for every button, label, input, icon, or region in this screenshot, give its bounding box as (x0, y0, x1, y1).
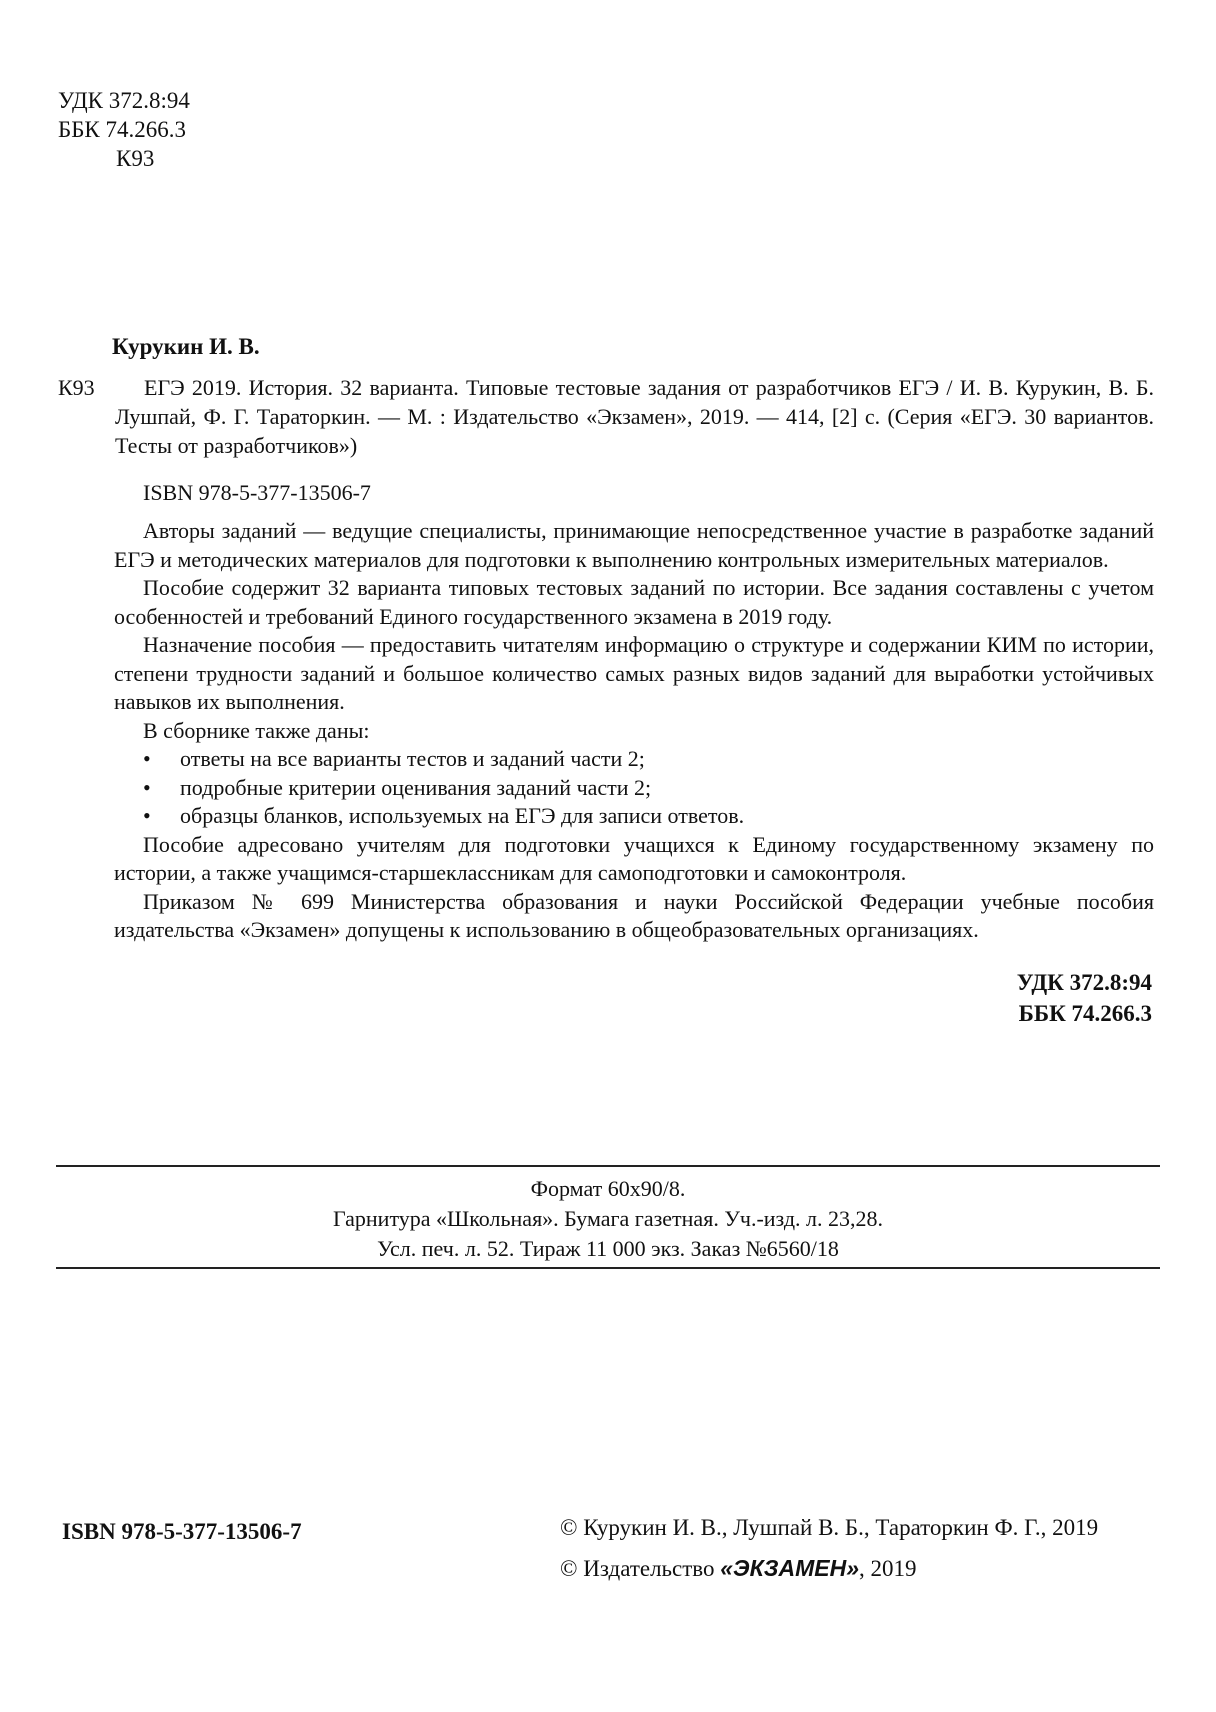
annotation-paragraph: Авторы заданий — ведущие специалисты, принимающие непосредственное участие в разработке заданий ЕГЭ и методических материалов для подготовки к выполнению контрольных измерительных материалов. (114, 518, 1154, 572)
isbn-footer: ISBN 978-5-377-13506-7 (62, 1519, 302, 1544)
annotation-paragraph: В сборнике также даны: (143, 717, 370, 743)
bibliographic-text: ЕГЭ 2019. История. 32 варианта. Типовые тестовые задания от разработчиков ЕГЭ / И. В. Курукин, В. Б. Лушпай, Ф. Г. Тараторкин. — М. : Издательство «Экзамен», 2019. — 414, [2] с. (Серия «ЕГЭ. 30 вариантов. Тесты от разработчиков») (115, 375, 1154, 458)
list-item: • образцы бланков, используемых на ЕГЭ для записи ответов. (114, 802, 1154, 831)
bibliographic-record (58, 373, 1154, 460)
bibliographic-mark: К93 (58, 375, 95, 400)
copyright-publisher: © Издательство «ЭКЗАМЕН», 2019 (560, 1555, 917, 1581)
udk-code-bold: УДК 372.8:94 (1016, 970, 1152, 995)
annotation (114, 517, 1154, 945)
annotation-paragraph: Пособие содержит 32 варианта типовых тестовых заданий по истории. Все задания составлены с учетом особенностей и требований Единого государственного экзамена в 2019 году. (114, 575, 1154, 629)
annotation-paragraph: Пособие адресовано учителям для подготовки учащихся к Единому государственному экзамену по истории, а также учащимся-старшеклассникам для самоподготовки и самоконтроля. (114, 831, 1154, 885)
classification-block (58, 86, 190, 173)
bullet-icon: • (143, 803, 151, 828)
imprint-format: Формат 60х90/8. (530, 1176, 686, 1201)
divider-top (56, 1165, 1160, 1167)
copyright-block (560, 1507, 1098, 1589)
list-item: • подробные критерии оценивания заданий части 2; (114, 774, 1154, 803)
bbk-code-bold: ББК 74.266.3 (1018, 1001, 1152, 1026)
divider-bottom (56, 1267, 1160, 1269)
imprint-block (56, 1174, 1160, 1264)
annotation-paragraph: Приказом № 699 Министерства образования и науки Российской Федерации учебные пособия издательства «Экзамен» допущены к использованию в общеобразовательных организациях. (114, 888, 1154, 942)
annotation-paragraph: Назначение пособия — предоставить читателям информацию о структуре и содержании КИМ по истории, степени трудности заданий и большое количество самых разных видов заданий для выработки устойчивых навыков их выполнения. (114, 632, 1154, 714)
copyright-authors: © Курукин И. В., Лушпай В. Б., Тараторкин Ф. Г., 2019 (560, 1515, 1099, 1540)
publisher-brand: «ЭКЗАМЕН» (720, 1555, 860, 1581)
bullet-icon: • (143, 774, 151, 800)
author-mark: К93 (116, 146, 155, 171)
author-heading: Курукин И. В. (112, 334, 260, 359)
udk-code: УДК 372.8:94 (58, 88, 190, 113)
imprint-typeface: Гарнитура «Школьная». Бумага газетная. Уч.-изд. л. 23,28. (332, 1206, 884, 1231)
isbn-line: ISBN 978-5-377-13506-7 (143, 480, 371, 505)
classification-codes-right (1017, 967, 1152, 1029)
bullet-icon: • (143, 746, 151, 771)
bibliographic-description (115, 373, 1154, 460)
contents-list (114, 745, 1154, 831)
list-item: • ответы на все варианты тестов и заданий части 2; (114, 745, 1154, 774)
imprint-print: Усл. печ. л. 52. Тираж 11 000 экз. Заказ №6560/18 (377, 1236, 839, 1261)
bbk-code: ББК 74.266.3 (58, 117, 187, 142)
